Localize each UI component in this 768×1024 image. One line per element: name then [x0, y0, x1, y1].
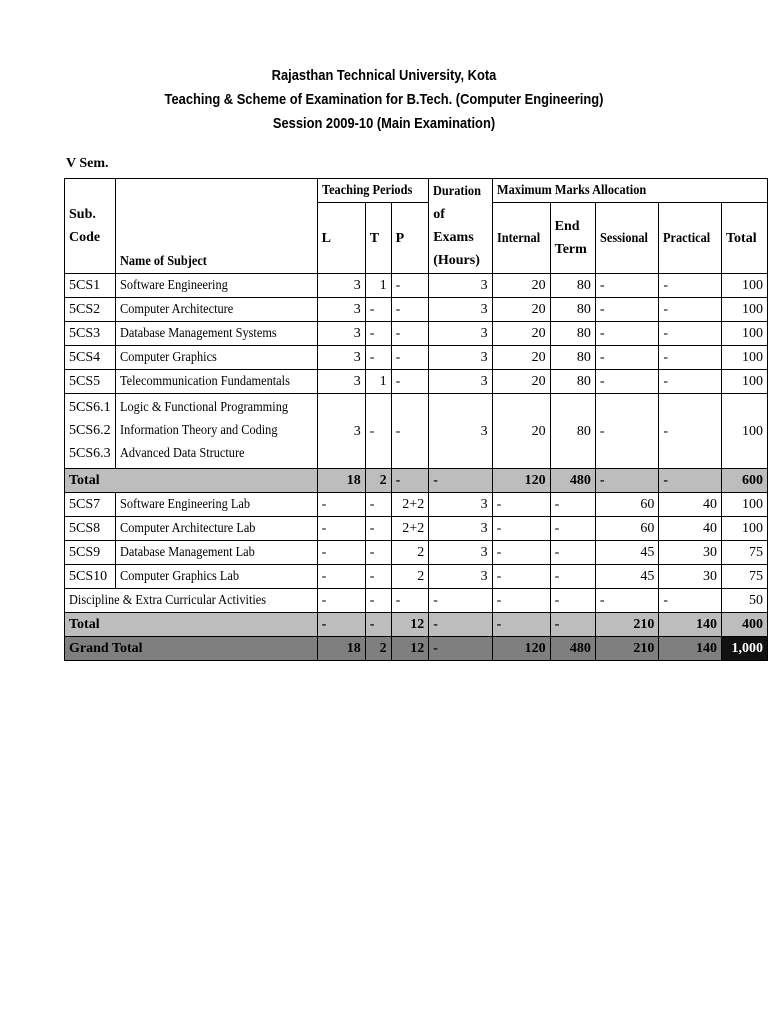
end-term-marks: 80 [550, 346, 595, 370]
theory-total-label: Total [65, 469, 318, 493]
internal-marks: 20 [492, 298, 550, 322]
subject-code: 5CS1 [65, 274, 116, 298]
end-term-marks: - [550, 613, 595, 637]
t-header: T [365, 203, 391, 274]
subject-code: 5CS5 [65, 370, 116, 394]
practical-periods: - [391, 394, 429, 469]
total-marks: 100 [722, 274, 768, 298]
elective-row [65, 394, 768, 469]
total-marks: 100 [722, 370, 768, 394]
tutorial-periods: - [365, 565, 391, 589]
internal-marks: - [492, 541, 550, 565]
tutorial-periods: - [365, 394, 391, 469]
sessional-header: Sessional [595, 203, 658, 274]
internal-marks: - [492, 613, 550, 637]
p-header: P [391, 203, 429, 274]
internal-marks: - [492, 517, 550, 541]
practical-marks: 40 [659, 517, 722, 541]
practical-periods: - [391, 298, 429, 322]
internal-marks: - [492, 493, 550, 517]
sessional-marks: - [595, 469, 658, 493]
table-row [65, 493, 768, 517]
practical-marks: 30 [659, 541, 722, 565]
practical-periods: 12 [391, 613, 429, 637]
semester-label: V Sem. [66, 156, 109, 171]
practical-marks: - [659, 322, 722, 346]
exam-duration: - [429, 469, 492, 493]
practical-header: Practical [659, 203, 722, 274]
lecture-periods: 3 [317, 298, 365, 322]
internal-marks: 20 [492, 346, 550, 370]
practical-periods: - [391, 346, 429, 370]
end-term-header: End Term [550, 203, 595, 274]
total-marks: 100 [722, 346, 768, 370]
internal-marks: - [492, 565, 550, 589]
total-marks: 75 [722, 565, 768, 589]
tutorial-periods: - [365, 517, 391, 541]
sessional-marks: 60 [595, 517, 658, 541]
exam-duration: 3 [429, 394, 492, 469]
practical-periods: - [391, 274, 429, 298]
practical-marks: 140 [659, 613, 722, 637]
sessional-marks: - [595, 589, 658, 613]
practical-periods: 12 [391, 637, 429, 661]
internal-marks: 20 [492, 394, 550, 469]
subject-name: Telecommunication Fundamentals [115, 370, 317, 394]
subject-code: 5CS2 [65, 298, 116, 322]
tutorial-periods: 2 [365, 469, 391, 493]
lecture-periods: 18 [317, 469, 365, 493]
practical-marks: 40 [659, 493, 722, 517]
practical-periods: 2+2 [391, 493, 429, 517]
end-term-marks: - [550, 589, 595, 613]
subject-name: Database Management Lab [115, 541, 317, 565]
practical-marks: - [659, 469, 722, 493]
subject-name-header: Name of Subject [115, 179, 317, 274]
exam-duration: - [429, 637, 492, 661]
tutorial-periods: - [365, 322, 391, 346]
total-marks: 100 [722, 394, 768, 469]
subject-name: Software Engineering Lab [115, 493, 317, 517]
tutorial-periods: - [365, 589, 391, 613]
session-title: Session 2009-10 (Main Examination) [272, 115, 496, 132]
lecture-periods: - [317, 541, 365, 565]
exam-duration: - [429, 589, 492, 613]
subject-code: 5CS9 [65, 541, 116, 565]
sessional-marks: - [595, 322, 658, 346]
subject-name: Computer Architecture Lab [115, 517, 317, 541]
subject-name: Computer Graphics [115, 346, 317, 370]
total-marks: 100 [722, 298, 768, 322]
subject-name: Database Management Systems [115, 322, 317, 346]
header-row [65, 179, 768, 203]
max-marks-header: Maximum Marks Allocation [492, 179, 767, 203]
practical-marks: - [659, 274, 722, 298]
total-marks: 50 [722, 589, 768, 613]
end-term-marks: 80 [550, 394, 595, 469]
subject-name: Computer Architecture [115, 298, 317, 322]
sessional-marks: - [595, 394, 658, 469]
tutorial-periods: - [365, 541, 391, 565]
lecture-periods: - [317, 493, 365, 517]
lab-total-label: Total [65, 613, 318, 637]
total-marks: 75 [722, 541, 768, 565]
exam-duration: 3 [429, 322, 492, 346]
exam-duration: 3 [429, 493, 492, 517]
exam-duration: 3 [429, 517, 492, 541]
tutorial-periods: - [365, 613, 391, 637]
internal-marks: 20 [492, 322, 550, 346]
end-term-marks: - [550, 493, 595, 517]
table-row [65, 322, 768, 346]
tutorial-periods: - [365, 346, 391, 370]
grand-total-marks: 1,000 [722, 637, 768, 661]
grand-total-label: Grand Total [65, 637, 318, 661]
end-term-marks: 80 [550, 274, 595, 298]
tutorial-periods: - [365, 493, 391, 517]
total-marks: 100 [722, 517, 768, 541]
end-term-marks: 80 [550, 370, 595, 394]
sessional-marks: 210 [595, 637, 658, 661]
elective-codes: 5CS6.1 5CS6.2 5CS6.3 [65, 394, 116, 469]
lecture-periods: 3 [317, 346, 365, 370]
scheme-title: Teaching & Scheme of Examination for B.Tech. (Computer Engineering) [164, 91, 604, 108]
practical-marks: - [659, 394, 722, 469]
internal-marks: 20 [492, 274, 550, 298]
subject-code: 5CS3 [65, 322, 116, 346]
sessional-marks: 45 [595, 541, 658, 565]
internal-header: Internal [492, 203, 550, 274]
practical-periods: 2 [391, 541, 429, 565]
discipline-name: Discipline & Extra Curricular Activities [65, 589, 318, 613]
total-marks: 400 [722, 613, 768, 637]
exam-scheme-table [64, 178, 768, 661]
table-row [65, 541, 768, 565]
internal-marks: 120 [492, 637, 550, 661]
total-marks: 100 [722, 322, 768, 346]
practical-marks: 30 [659, 565, 722, 589]
table-row [65, 346, 768, 370]
end-term-marks: 80 [550, 298, 595, 322]
lecture-periods: 3 [317, 274, 365, 298]
sessional-marks: 45 [595, 565, 658, 589]
practical-marks: - [659, 370, 722, 394]
practical-periods: - [391, 589, 429, 613]
practical-marks: - [659, 589, 722, 613]
subject-name: Computer Graphics Lab [115, 565, 317, 589]
subject-name: Software Engineering [115, 274, 317, 298]
total-marks: 600 [722, 469, 768, 493]
lab-total-row [65, 613, 768, 637]
practical-periods: 2 [391, 565, 429, 589]
table-row [65, 298, 768, 322]
end-term-marks: 480 [550, 637, 595, 661]
practical-periods: 2+2 [391, 517, 429, 541]
practical-periods: - [391, 322, 429, 346]
exam-duration: 3 [429, 370, 492, 394]
grand-total-row [65, 637, 768, 661]
end-term-marks: 80 [550, 322, 595, 346]
internal-marks: 120 [492, 469, 550, 493]
internal-marks: - [492, 589, 550, 613]
l-header: L [317, 203, 365, 274]
end-term-marks: 480 [550, 469, 595, 493]
teaching-periods-header: Teaching Periods [317, 179, 429, 203]
practical-marks: 140 [659, 637, 722, 661]
end-term-marks: - [550, 517, 595, 541]
sub-code-header: Sub. Code [65, 179, 116, 274]
exam-duration: 3 [429, 541, 492, 565]
subject-code: 5CS7 [65, 493, 116, 517]
university-title: Rajasthan Technical University, Kota [271, 67, 497, 84]
total-marks: 100 [722, 493, 768, 517]
practical-periods: - [391, 469, 429, 493]
duration-header: Duration of Exams (Hours) [429, 179, 492, 274]
sessional-marks: 60 [595, 493, 658, 517]
exam-duration: 3 [429, 298, 492, 322]
exam-duration: - [429, 613, 492, 637]
internal-marks: 20 [492, 370, 550, 394]
tutorial-periods: 1 [365, 370, 391, 394]
exam-duration: 3 [429, 565, 492, 589]
sessional-marks: - [595, 370, 658, 394]
end-term-marks: - [550, 565, 595, 589]
tutorial-periods: 2 [365, 637, 391, 661]
lecture-periods: - [317, 565, 365, 589]
lecture-periods: 3 [317, 322, 365, 346]
lecture-periods: - [317, 517, 365, 541]
discipline-row [65, 589, 768, 613]
end-term-marks: - [550, 541, 595, 565]
document-header [0, 64, 768, 136]
subject-code: 5CS4 [65, 346, 116, 370]
exam-duration: 3 [429, 346, 492, 370]
table-row [65, 565, 768, 589]
exam-duration: 3 [429, 274, 492, 298]
practical-periods: - [391, 370, 429, 394]
lecture-periods: - [317, 613, 365, 637]
practical-marks: - [659, 298, 722, 322]
sessional-marks: - [595, 346, 658, 370]
subject-code: 5CS8 [65, 517, 116, 541]
sessional-marks: 210 [595, 613, 658, 637]
table-row [65, 274, 768, 298]
sessional-marks: - [595, 298, 658, 322]
subject-code: 5CS10 [65, 565, 116, 589]
elective-names: Logic & Functional Programming Information Theory and Coding Advanced Data Structure [115, 394, 317, 469]
sessional-marks: - [595, 274, 658, 298]
theory-total-row [65, 469, 768, 493]
table-row [65, 370, 768, 394]
total-header: Total [722, 203, 768, 274]
lecture-periods: - [317, 589, 365, 613]
tutorial-periods: - [365, 298, 391, 322]
lecture-periods: 3 [317, 394, 365, 469]
practical-marks: - [659, 346, 722, 370]
lecture-periods: 18 [317, 637, 365, 661]
lecture-periods: 3 [317, 370, 365, 394]
table-row [65, 517, 768, 541]
tutorial-periods: 1 [365, 274, 391, 298]
